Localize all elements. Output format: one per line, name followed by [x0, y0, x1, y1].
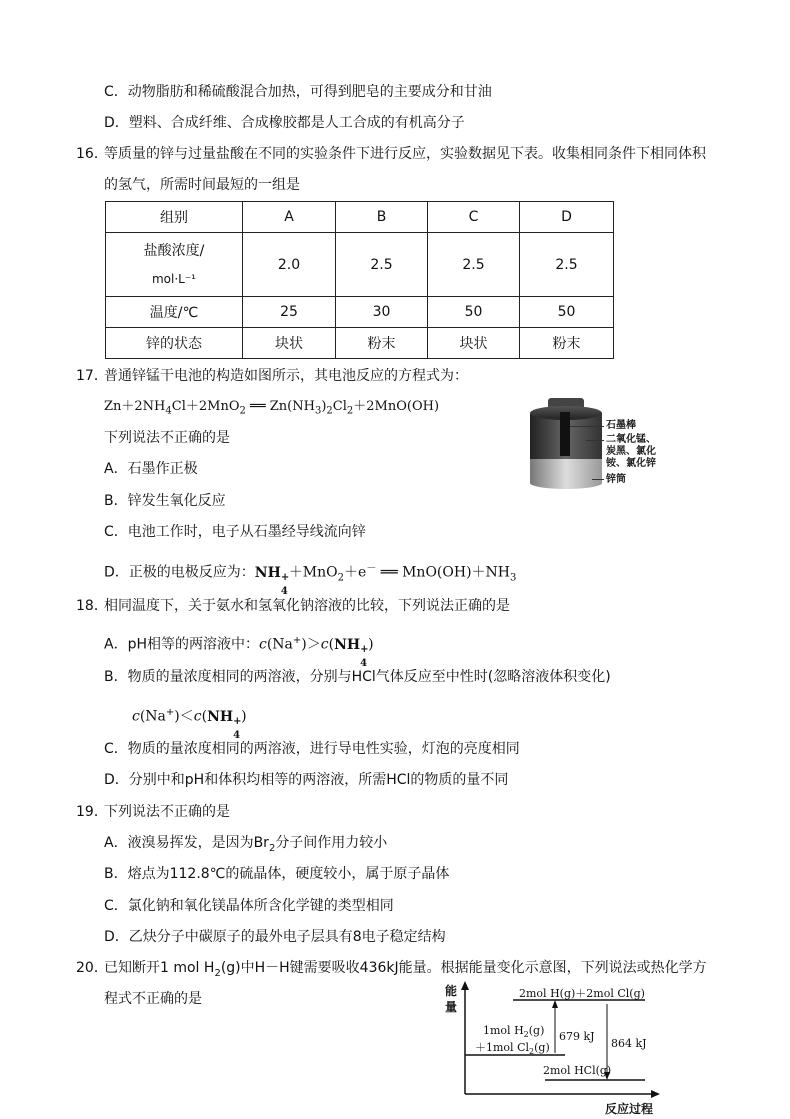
q18-option-a: [104, 631, 374, 669]
pointer-line: [592, 479, 604, 480]
zinc-can: [530, 459, 602, 489]
opt-text: D．正极的电极反应为：: [104, 564, 255, 581]
charge: +: [233, 715, 242, 727]
energy-864-label: 864 kJ: [611, 1037, 647, 1050]
q20-stem-cont: 程式不正确的是: [104, 991, 202, 1007]
table-col-c: C: [428, 202, 520, 233]
table-cell: 2.5: [520, 233, 614, 297]
q16-stem-cont: 的氢气，所需时间最短的一组是: [104, 177, 300, 193]
table-cell: 2.0: [243, 233, 336, 297]
q18-number: 18．: [76, 598, 108, 614]
q18-option-b: B．物质的量浓度相同的两溶液，分别与HCl气体反应至中性时(忽略溶液体积变化): [104, 669, 611, 685]
table-cell: 2.5: [336, 233, 428, 297]
y-axis-label-1: 能: [445, 984, 458, 998]
q19-option-d: D．乙炔分子中碳原子的最外电子层具有8电子稳定结构: [104, 929, 446, 945]
label-text: (g): [528, 1024, 545, 1037]
x-axis-label: 反应过程: [605, 1102, 654, 1116]
q16-stem: 等质量的锌与过量盐酸在不同的实验条件下进行反应，实验数据见下表。收集相同条件下相同体积: [104, 146, 706, 162]
pointer-line: [586, 440, 604, 441]
nh4-ion: NH + 4: [254, 564, 290, 597]
label-text: (g): [534, 1041, 550, 1054]
q15-option-d: D．塑料、合成纤维、合成橡胶都是人工合成的有机高分子: [104, 115, 465, 131]
charge: +: [292, 635, 302, 646]
opt-text: ): [241, 708, 247, 725]
q17-equation: $Zn+2NH_4Cl+2MnO_2$ ══ $Zn(NH_3)_2Cl_2+2MnO(OH)$: [104, 399, 440, 417]
table-header-temp: 温度/℃: [106, 297, 243, 328]
q19-stem: 下列说法不正确的是: [104, 804, 230, 820]
c-symbol: c: [259, 636, 267, 653]
label-mix-2: 炭黑、氯化: [606, 446, 656, 457]
q17-stem: 普通锌锰干电池的构造如图所示，其电池反应的方程式为：: [104, 368, 468, 384]
graphite-rod: [560, 412, 570, 456]
label-text: ＋1mol Cl: [475, 1041, 530, 1054]
opt-text: 分子间作用力较小: [275, 835, 388, 851]
q19-number: 19．: [76, 804, 108, 820]
nh4-ion: [207, 708, 242, 741]
q19-option-b: B．熔点为112.8℃的硫晶体，硬度较小，属于原子晶体: [104, 866, 450, 882]
opt-text: (: [328, 636, 335, 653]
c-symbol: c: [320, 636, 329, 653]
q20-stem: 已知断开1 mol $H_2(g)$中H－H键需要吸收436kJ能量。根据能量变化示意图，下列说法或热化学方: [104, 960, 707, 979]
label-mix-1: 二氧化锰、: [606, 434, 656, 445]
zinc-manganese-battery-figure: [530, 398, 660, 494]
label-zinc-can: 锌筒: [606, 474, 626, 485]
opt-text: A．pH相等的两溶液中：: [104, 636, 259, 653]
opt-text: ══ MnO(OH)＋NH: [376, 564, 510, 581]
opt-text: (: [201, 708, 208, 725]
level-mid-label-2: ＋1mol $Cl_2(g)$: [475, 1041, 550, 1057]
energy-diagram: [445, 980, 665, 1119]
q17-option-b: B．锌发生氧化反应: [104, 493, 226, 509]
q17-option-a: A．石墨作正极: [104, 461, 198, 477]
pointer-line: [570, 426, 604, 427]
conc-label: 盐酸浓度/: [143, 242, 205, 259]
table-cell: 50: [428, 297, 520, 328]
nh4-ion: [334, 636, 369, 669]
eq-part: Cl: [332, 399, 347, 414]
table-col-a: A: [243, 202, 336, 233]
stem-text: (g)中H－H键需要吸收436kJ能量。根据能量变化示意图，下列说法或热化学方: [220, 960, 707, 976]
q17-option-c: C．电池工作时，电子从石墨经导线流向锌: [104, 524, 366, 540]
opt-text: ＋e: [344, 564, 367, 581]
q18-stem: 相同温度下，关于氨水和氢氧化钠溶液的比较，下列说法正确的是: [104, 598, 510, 614]
subscript: 4: [233, 729, 241, 741]
energy-679-label: 679 kJ: [559, 1030, 595, 1043]
opt-text: NH: [334, 636, 361, 653]
q19-option-a: A．液溴易挥发，是因为$Br_2$分子间作用力较小: [104, 835, 388, 854]
opt-text: )＞: [301, 636, 321, 653]
table-cell: 30: [336, 297, 428, 328]
q17-question: 下列说法不正确的是: [104, 430, 230, 446]
table-header-conc: [106, 233, 243, 297]
table-cell: 块状: [428, 328, 520, 359]
eq-part: ): [321, 399, 327, 414]
q20-number: 20．: [76, 960, 108, 976]
level-bottom-label: 2mol HCl(g): [543, 1064, 612, 1077]
table-col-d: D: [520, 202, 614, 233]
opt-text: ＋MnO: [288, 564, 338, 581]
table-cell: 25: [243, 297, 336, 328]
eq-part: Cl＋2MnO: [171, 399, 240, 414]
label-text: 1mol H: [483, 1024, 524, 1037]
table-cell: 粉末: [520, 328, 614, 359]
stem-text: 已知断开1 mol H: [104, 960, 215, 976]
table-cell: 粉末: [336, 328, 428, 359]
q18-option-b-cont: [132, 703, 247, 741]
eq-part: Zn＋2NH: [104, 399, 166, 414]
eq-part: ＋2MnO(OH): [353, 399, 440, 414]
charge: +: [360, 643, 369, 655]
opt-text: ): [368, 636, 374, 653]
table-col-b: B: [336, 202, 428, 233]
q18-option-c: C．物质的量浓度相同的两溶液，进行导电性实验，灯泡的亮度相同: [104, 741, 520, 757]
level-top-label: 2mol H(g)＋2mol Cl(g): [519, 987, 645, 1000]
opt-text: (Na: [139, 708, 166, 725]
eq-part: ══ Zn(NH: [245, 399, 315, 414]
opt-text: A．液溴易挥发，是因为Br: [104, 835, 269, 851]
q16-number: 16．: [76, 146, 108, 162]
conc-unit: mol·L⁻¹: [151, 271, 196, 286]
table-header-group: 组别: [106, 202, 243, 233]
table-cell: 50: [520, 297, 614, 328]
table-header-state: 锌的状态: [106, 328, 243, 359]
c-symbol: c: [132, 708, 140, 725]
c-symbol: c: [193, 708, 202, 725]
q16-data-table: [105, 201, 614, 359]
level-mid-label-1: 1mol $H_2(g)$: [483, 1024, 545, 1040]
opt-text: NH: [207, 708, 234, 725]
q15-option-c: C．动物脂肪和稀硫酸混合加热，可得到肥皂的主要成分和甘油: [104, 84, 492, 100]
opt-text: (Na: [266, 636, 293, 653]
opt-text: )＜: [174, 708, 194, 725]
q17-option-d: D．正极的电极反应为：NH + 4 ＋MnO$_2$＋e－ ══ $MnO(OH)+NH_3$: [104, 563, 517, 597]
q18-option-d: D．分别中和pH和体积均相等的两溶液，所需HCl的物质的量不同: [104, 772, 509, 788]
label-mix-3: 铵、氯化锌: [606, 458, 656, 469]
q19-option-c: C．氯化钠和氧化镁晶体所含化学键的类型相同: [104, 898, 394, 914]
q17-number: 17．: [76, 368, 108, 384]
table-cell: 2.5: [428, 233, 520, 297]
charge: +: [165, 707, 175, 718]
y-axis-label-2: 量: [445, 1000, 458, 1014]
table-cell: 块状: [243, 328, 336, 359]
label-graphite-rod: 石墨棒: [606, 420, 636, 431]
subscript: 4: [360, 657, 368, 669]
